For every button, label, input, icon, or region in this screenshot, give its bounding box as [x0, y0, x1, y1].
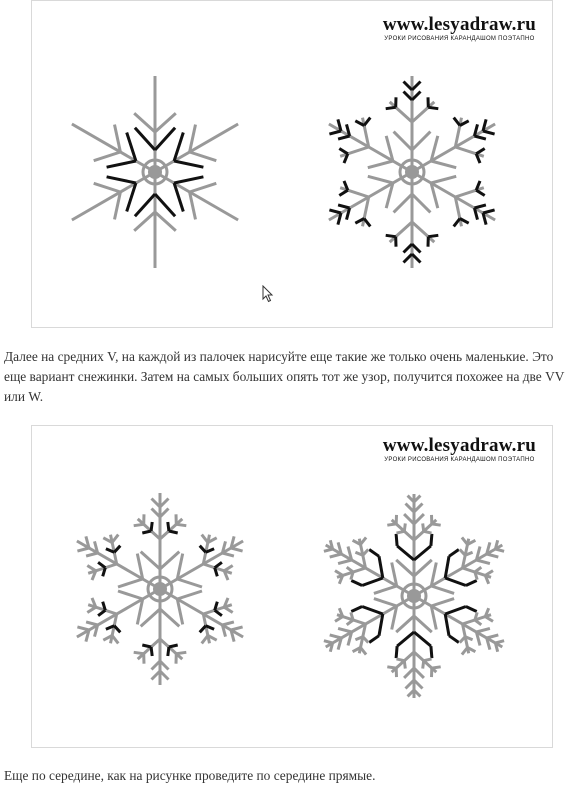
illustration-step-1	[31, 0, 553, 328]
snowflake-stroke	[98, 610, 105, 615]
snowflake-stroke	[107, 161, 136, 167]
snowflake-stroke	[474, 205, 486, 208]
snowflake-stroke	[412, 124, 495, 172]
watermark-tagline: УРОКИ РИСОВАНИЯ КАРАНДАШОМ ПОЭТАПНО	[384, 36, 535, 42]
snowflake-stroke	[449, 550, 459, 557]
snowflake-stroke	[215, 562, 222, 567]
snowflake-stroke	[495, 549, 504, 551]
snowflake-stroke	[466, 581, 477, 586]
snowflake-stroke	[160, 609, 179, 626]
snowflake-stroke	[335, 617, 343, 622]
snowflake-stroke	[428, 235, 438, 236]
snowflake-stroke	[114, 546, 120, 553]
snowflake-center	[405, 165, 419, 179]
snowflake-stroke	[431, 161, 456, 168]
snowflake-stroke	[231, 627, 243, 630]
snowflake-stroke	[338, 205, 350, 208]
snowflake-stroke	[338, 628, 352, 632]
snowflake-stroke	[414, 616, 432, 632]
snowflake-stroke	[449, 636, 459, 643]
snowflake-stroke	[428, 107, 438, 108]
snowflake-stroke	[396, 560, 414, 576]
snowflake-stroke	[397, 659, 405, 661]
snowflake-stroke	[462, 537, 468, 544]
snowflake-stroke	[412, 102, 434, 122]
snowflake-stroke	[432, 667, 441, 668]
watermark-tagline: УРОКИ РИСОВАНИЯ КАРАНДАШОМ ПОЭТАПНО	[384, 457, 535, 463]
snowflake-stroke	[118, 579, 143, 587]
snowflake-stroke	[423, 661, 424, 669]
snowflake-stroke	[347, 620, 353, 625]
snowflake-stroke	[396, 646, 397, 658]
snowflake-stroke	[335, 571, 343, 576]
snowflake-stroke	[390, 222, 412, 242]
watermark-site: www.lesyadraw.ru	[382, 435, 536, 456]
snowflake-stroke	[326, 545, 414, 596]
snowflake-stroke	[476, 190, 485, 195]
snowflake-stroke	[460, 549, 466, 555]
snowflake-stroke	[368, 161, 393, 168]
snowflake-stroke	[412, 222, 434, 242]
snowflake-stroke	[141, 552, 160, 569]
snowflake-stroke	[200, 546, 206, 553]
snowflake-stroke	[94, 152, 121, 161]
illustration-step-2	[31, 425, 553, 748]
snowflake-stroke	[326, 596, 414, 647]
snowflake-stroke	[475, 567, 481, 572]
snowflake-stroke	[397, 546, 414, 560]
snowflake-stroke	[475, 620, 481, 625]
snowflake-stroke	[160, 552, 179, 569]
snowflake-stroke	[432, 524, 441, 525]
snowflake-stroke	[168, 522, 169, 531]
snowflake-stroke	[169, 645, 178, 647]
snowflake-stroke	[141, 609, 160, 626]
snowflake-stroke	[431, 599, 454, 606]
snowflake-stroke	[369, 550, 379, 557]
snowflake-stroke	[202, 535, 208, 543]
snowflake-stroke	[485, 571, 493, 576]
snowflake-stroke	[94, 183, 121, 192]
snowflake-stroke	[414, 632, 431, 646]
snowflake-stroke	[361, 537, 367, 544]
snowflake-stroke	[86, 622, 98, 625]
snowflake-stroke	[151, 647, 152, 656]
snowflake-stroke	[404, 661, 405, 669]
snowflake-stroke	[168, 647, 169, 656]
snowflake-stroke	[466, 607, 477, 612]
snowflake-stroke	[338, 136, 350, 139]
snowflake-stroke	[412, 194, 430, 212]
snowflake-stroke	[414, 545, 502, 596]
snowflake-stroke	[396, 534, 397, 546]
snowflake-stroke	[476, 149, 485, 154]
snowflake-stroke	[462, 648, 468, 655]
snowflake-stroke	[87, 607, 96, 612]
snowflake-stroke	[483, 131, 495, 134]
snowflake-stroke	[431, 534, 432, 546]
snowflake-stroke	[423, 523, 424, 531]
snowflake-stroke	[487, 554, 499, 557]
snowflake-stroke	[404, 523, 405, 531]
snowflake-stroke	[77, 548, 89, 551]
snowflake-stroke	[412, 172, 495, 220]
snowflake-stroke	[329, 172, 412, 220]
snowflake-stroke	[138, 519, 160, 539]
snowflake-stroke	[176, 652, 186, 653]
snowflake-stroke	[363, 549, 369, 555]
snowflake-stroke	[386, 107, 396, 108]
snowflake-stroke	[454, 219, 460, 227]
snowflake-stroke	[431, 176, 456, 183]
snowflake-stroke	[138, 639, 160, 659]
snowflake-stroke	[134, 652, 144, 653]
snowflake-stroke	[190, 152, 217, 161]
snowflake-stroke	[169, 531, 178, 533]
snowflake-stroke	[351, 581, 362, 586]
snowflake-stroke	[460, 637, 466, 643]
snowflake-stroke	[329, 131, 341, 134]
snowflake-stroke	[414, 546, 431, 560]
snowflake-stroke	[160, 519, 182, 539]
snowflake-stroke	[364, 118, 370, 126]
snowflake-stroke	[454, 118, 460, 126]
snowflake-stroke	[77, 627, 89, 630]
snowflake-stroke	[339, 190, 348, 195]
snowflake-stroke	[142, 645, 151, 647]
snowflake-stroke	[177, 579, 202, 587]
snowflake-stroke	[397, 632, 414, 646]
snowflake-stroke	[329, 124, 412, 172]
snowflake-center	[148, 165, 162, 179]
snowflake-stroke	[487, 635, 499, 638]
snowflake-stroke	[87, 566, 96, 571]
watermark	[383, 436, 536, 464]
snowflake-stroke	[424, 531, 432, 533]
snowflake-stroke	[474, 136, 486, 139]
snowflake-stroke	[387, 667, 396, 668]
snowflake-stroke	[190, 183, 217, 192]
snowflake-stroke	[386, 235, 396, 236]
instruction-paragraph-1: Далее на средних V, на каждой из палочек нарисуйте еще такие же только очень маленькие. Это еще вариант снежинки. Затем на самых больших опять тот же узор, получится похожее на две VV или W.	[4, 349, 565, 404]
snowflake-stroke	[431, 586, 454, 593]
snowflake-stroke	[363, 637, 369, 643]
snowflake-stroke	[374, 599, 397, 606]
snowflake-stroke	[362, 607, 383, 615]
snowflake-stroke	[177, 591, 202, 599]
snowflake-stroke	[390, 102, 412, 122]
snowflake-stroke	[224, 566, 233, 571]
watermark-site: www.lesyadraw.ru	[382, 14, 536, 35]
watermark	[383, 15, 536, 43]
snowflakes-drawing-2	[32, 426, 554, 749]
snowflake-stroke	[200, 626, 206, 633]
snowflake-stroke	[118, 591, 143, 599]
snowflake-stroke	[387, 524, 396, 525]
snowflake-stroke	[107, 177, 136, 183]
snowflake-stroke	[338, 560, 352, 564]
snowflake-stroke	[222, 622, 234, 625]
snowflake-stroke	[424, 659, 432, 661]
snowflake-stroke	[445, 578, 466, 586]
snowflake-stroke	[330, 554, 342, 557]
snowflake-stroke	[98, 562, 105, 567]
snowflake-stroke	[112, 636, 118, 644]
snowflake-stroke	[224, 607, 233, 612]
snowflake-stroke	[151, 522, 152, 531]
snowflake-stroke	[215, 610, 222, 615]
snowflake-stroke	[86, 553, 98, 556]
snowflake-stroke	[347, 567, 353, 572]
snowflake-stroke	[483, 210, 495, 213]
snowflake-stroke	[112, 535, 118, 543]
snowflake-stroke	[368, 176, 393, 183]
snowflake-stroke	[231, 548, 243, 551]
snowflake-stroke	[414, 596, 502, 647]
snowflake-stroke	[114, 626, 120, 633]
snowflake-stroke	[394, 132, 412, 150]
snowflake-stroke	[202, 636, 208, 644]
snowflake-stroke	[476, 628, 490, 632]
snowflake-stroke	[364, 219, 370, 227]
snowflake-stroke	[160, 639, 182, 659]
snowflake-stroke	[339, 149, 348, 154]
snowflake-stroke	[394, 194, 412, 212]
snowflake-stroke	[329, 210, 341, 213]
snowflake-stroke	[142, 531, 151, 533]
snowflake-stroke	[174, 177, 203, 183]
snowflake-stroke	[412, 132, 430, 150]
snowflake-stroke	[324, 641, 333, 643]
snowflake-stroke	[369, 636, 379, 643]
snowflake-stroke	[414, 560, 432, 576]
snowflake-stroke	[222, 553, 234, 556]
instruction-paragraph-2: Еще по середине, как на рисунке проведите по середине прямые.	[4, 768, 376, 783]
snowflake-stroke	[485, 617, 493, 622]
mouse-pointer-icon	[262, 285, 274, 303]
snowflake-stroke	[330, 635, 342, 638]
snowflake-stroke	[445, 607, 466, 615]
snowflake-stroke	[174, 161, 203, 167]
snowflake-stroke	[176, 524, 186, 525]
snowflake-stroke	[476, 560, 490, 564]
snowflake-stroke	[397, 531, 405, 533]
snowflake-center	[407, 589, 421, 603]
snowflake-stroke	[362, 578, 383, 586]
snowflakes-drawing-1	[32, 1, 554, 329]
snowflake-center	[153, 582, 167, 596]
snowflake-stroke	[134, 524, 144, 525]
snowflake-stroke	[396, 616, 414, 632]
snowflake-stroke	[431, 646, 432, 658]
snowflake-stroke	[374, 586, 397, 593]
snowflake-stroke	[351, 607, 362, 612]
snowflake-stroke	[361, 648, 367, 655]
